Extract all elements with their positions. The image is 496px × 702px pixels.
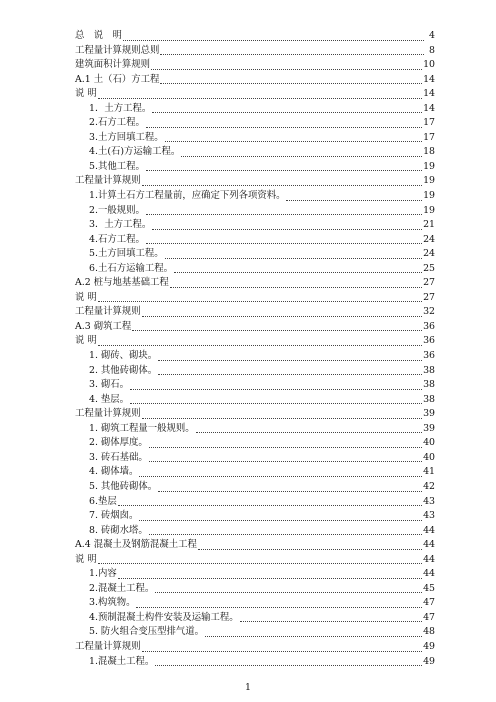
toc-entry[interactable] bbox=[75, 116, 435, 131]
toc-entry[interactable] bbox=[75, 451, 435, 466]
toc-entry-label: 3. 砖石基础。 bbox=[89, 451, 148, 463]
toc-entry[interactable] bbox=[75, 305, 435, 320]
toc-entry-page-number: 41 bbox=[423, 466, 435, 478]
toc-entry-page-number: 17 bbox=[423, 131, 435, 143]
dot-leader bbox=[146, 242, 422, 244]
toc-entry-page-number: 14 bbox=[423, 88, 435, 100]
dot-leader bbox=[142, 650, 422, 652]
toc-entry-page-number: 42 bbox=[423, 480, 435, 492]
dot-leader bbox=[118, 504, 422, 506]
dot-leader bbox=[142, 417, 422, 419]
toc-entry-label: 5.土方回填工程。 bbox=[89, 248, 164, 260]
toc-entry[interactable] bbox=[75, 524, 435, 539]
toc-entry-page-number: 19 bbox=[423, 204, 435, 216]
dot-leader bbox=[174, 271, 422, 273]
toc-entry-label: 工程量计算规则 bbox=[75, 640, 141, 652]
toc-entry-label: 1. 砌筑工程量一般规则。 bbox=[89, 422, 195, 434]
toc-entry-page-number: 8 bbox=[429, 44, 435, 56]
dot-leader bbox=[198, 548, 422, 550]
dot-leader bbox=[205, 635, 422, 637]
toc-entry-label: 8. 砖砌水塔。 bbox=[89, 524, 148, 536]
toc-entry[interactable] bbox=[75, 349, 435, 364]
toc-entry-label: 5. 防火组合变压型排气道。 bbox=[89, 626, 205, 638]
toc-entry[interactable] bbox=[75, 320, 435, 335]
toc-entry[interactable] bbox=[75, 102, 435, 117]
dot-leader bbox=[160, 82, 422, 84]
toc-entry[interactable] bbox=[75, 553, 435, 568]
toc-entry[interactable] bbox=[75, 436, 435, 451]
toc-entry-label: 4. 垫层。 bbox=[89, 393, 130, 405]
toc-entry-label: 6.土石方运输工程。 bbox=[89, 262, 173, 274]
toc-entry[interactable] bbox=[75, 480, 435, 495]
toc-entry[interactable] bbox=[75, 58, 435, 73]
toc-entry[interactable] bbox=[75, 378, 435, 393]
dot-leader bbox=[98, 300, 422, 302]
dot-leader bbox=[158, 490, 422, 492]
toc-entry-label: 3.构筑物。 bbox=[89, 597, 136, 609]
toc-entry-page-number: 4 bbox=[429, 30, 435, 41]
toc-entry[interactable] bbox=[75, 334, 435, 349]
table-of-contents bbox=[75, 29, 435, 669]
dot-leader bbox=[146, 126, 422, 128]
dot-leader bbox=[136, 606, 422, 608]
dot-leader bbox=[155, 591, 422, 593]
toc-entry-page-number: 38 bbox=[423, 393, 435, 405]
toc-entry-page-number: 47 bbox=[423, 611, 435, 623]
toc-entry-page-number: 19 bbox=[423, 190, 435, 202]
toc-entry-label: 工程量计算规则总则 bbox=[75, 44, 160, 56]
toc-entry-label: 7. 砖烟囱。 bbox=[89, 510, 139, 522]
toc-entry-label: 2. 其他砖砌体。 bbox=[89, 364, 158, 376]
toc-entry-label: A.1 土（石）方工程 bbox=[75, 73, 160, 85]
toc-entry-page-number: 39 bbox=[423, 422, 435, 434]
toc-entry-label: 1. 砌砖、砌块。 bbox=[89, 350, 158, 362]
toc-entry-page-number: 36 bbox=[423, 335, 435, 347]
toc-entry-page-number: 39 bbox=[423, 408, 435, 420]
toc-entry[interactable] bbox=[75, 596, 435, 611]
toc-entry-label: 工程量计算规则 bbox=[75, 175, 141, 187]
toc-entry[interactable] bbox=[75, 204, 435, 219]
toc-entry[interactable] bbox=[75, 407, 435, 422]
toc-entry[interactable] bbox=[75, 87, 435, 102]
toc-entry-label: 4.土(石)方运输工程。 bbox=[89, 146, 181, 158]
toc-entry-page-number: 44 bbox=[423, 524, 435, 536]
toc-entry-label: A.2 桩与地基基础工程 bbox=[75, 277, 169, 289]
toc-entry[interactable] bbox=[75, 567, 435, 582]
toc-entry-page-number: 21 bbox=[423, 219, 435, 231]
toc-entry[interactable] bbox=[75, 538, 435, 553]
toc-entry-page-number: 44 bbox=[423, 539, 435, 551]
toc-entry[interactable] bbox=[75, 364, 435, 379]
toc-entry-label: 说 明 bbox=[75, 553, 97, 565]
toc-entry-label: 说 明 bbox=[75, 88, 97, 100]
toc-entry-page-number: 24 bbox=[423, 233, 435, 245]
toc-entry[interactable] bbox=[75, 495, 435, 510]
toc-entry-page-number: 17 bbox=[423, 117, 435, 129]
toc-entry-page-number: 27 bbox=[423, 291, 435, 303]
toc-entry-page-number: 18 bbox=[423, 146, 435, 158]
dot-leader bbox=[165, 140, 422, 142]
toc-entry[interactable] bbox=[75, 189, 435, 204]
dot-leader bbox=[240, 620, 422, 622]
toc-entry-label: 4. 砌体墙。 bbox=[89, 466, 139, 478]
toc-entry[interactable] bbox=[75, 582, 435, 597]
toc-entry-page-number: 43 bbox=[423, 510, 435, 522]
toc-entry-page-number: 27 bbox=[423, 277, 435, 289]
toc-entry[interactable] bbox=[75, 233, 435, 248]
toc-entry[interactable] bbox=[75, 465, 435, 480]
toc-entry[interactable] bbox=[75, 276, 435, 291]
toc-entry[interactable] bbox=[75, 247, 435, 262]
dot-leader bbox=[149, 460, 422, 462]
toc-entry-page-number: 40 bbox=[423, 437, 435, 449]
toc-entry[interactable] bbox=[75, 29, 435, 44]
toc-entry[interactable] bbox=[75, 174, 435, 189]
toc-entry-page-number: 49 bbox=[423, 655, 435, 667]
toc-entry-label: 4.预制混凝土构件安装及运输工程。 bbox=[89, 611, 239, 623]
toc-entry-page-number: 38 bbox=[423, 364, 435, 376]
toc-entry-page-number: 19 bbox=[423, 175, 435, 187]
dot-leader bbox=[152, 111, 422, 113]
toc-entry-label: 2.石方工程。 bbox=[89, 117, 145, 129]
toc-entry[interactable] bbox=[75, 393, 435, 408]
dot-leader bbox=[149, 446, 422, 448]
dot-leader bbox=[146, 169, 422, 171]
toc-entry-page-number: 45 bbox=[423, 582, 435, 594]
toc-entry[interactable] bbox=[75, 509, 435, 524]
toc-entry[interactable] bbox=[75, 422, 435, 437]
toc-entry-label: 2. 砌体厚度。 bbox=[89, 437, 148, 449]
dot-leader bbox=[155, 664, 422, 666]
toc-entry[interactable] bbox=[75, 131, 435, 146]
dot-leader bbox=[160, 53, 424, 55]
toc-entry-label: 工程量计算规则 bbox=[75, 306, 141, 318]
toc-entry-label: A.4 混凝土及钢筋混凝土工程 bbox=[75, 539, 197, 551]
toc-entry-page-number: 36 bbox=[423, 320, 435, 332]
dot-leader bbox=[149, 533, 422, 535]
toc-entry[interactable] bbox=[75, 291, 435, 306]
dot-leader bbox=[123, 39, 424, 41]
toc-entry-page-number: 14 bbox=[423, 102, 435, 114]
toc-entry[interactable] bbox=[75, 611, 435, 626]
dot-leader bbox=[286, 199, 422, 201]
dot-leader bbox=[139, 475, 422, 477]
dot-leader bbox=[130, 388, 422, 390]
toc-entry-page-number: 48 bbox=[423, 626, 435, 638]
dot-leader bbox=[146, 213, 422, 215]
dot-leader bbox=[130, 402, 422, 404]
toc-entry-label: 3．土方工程。 bbox=[89, 219, 152, 231]
toc-entry[interactable] bbox=[75, 160, 435, 175]
toc-entry-label: 说 明 bbox=[75, 291, 97, 303]
dot-leader bbox=[142, 315, 422, 317]
toc-entry-page-number: 19 bbox=[423, 160, 435, 172]
toc-entry-label: 说 明 bbox=[75, 335, 97, 347]
dot-leader bbox=[118, 577, 422, 579]
toc-entry-page-number: 47 bbox=[423, 597, 435, 609]
toc-entry[interactable] bbox=[75, 655, 435, 670]
toc-entry-label: 3. 砌石。 bbox=[89, 379, 130, 391]
dot-leader bbox=[98, 562, 422, 564]
dot-leader bbox=[98, 97, 422, 99]
toc-entry-page-number: 49 bbox=[423, 640, 435, 652]
dot-leader bbox=[142, 184, 422, 186]
dot-leader bbox=[170, 286, 422, 288]
dot-leader bbox=[132, 329, 422, 331]
dot-leader bbox=[152, 228, 422, 230]
toc-entry-page-number: 10 bbox=[423, 59, 435, 71]
dot-leader bbox=[98, 344, 422, 346]
toc-entry-label: 1.计算土石方工程量前，应确定下列各项资料。 bbox=[89, 190, 286, 202]
toc-entry-label: 5.其他工程。 bbox=[89, 160, 145, 172]
toc-entry-page-number: 36 bbox=[423, 350, 435, 362]
toc-entry[interactable] bbox=[75, 44, 435, 59]
page-number: 1 bbox=[245, 682, 251, 693]
toc-entry[interactable] bbox=[75, 145, 435, 160]
toc-entry-page-number: 44 bbox=[423, 568, 435, 580]
toc-entry-label: 3.土方回填工程。 bbox=[89, 131, 164, 143]
toc-entry-page-number: 14 bbox=[423, 73, 435, 85]
dot-leader bbox=[158, 359, 422, 361]
dot-leader bbox=[165, 257, 422, 259]
toc-entry-label: 1.内容 bbox=[89, 568, 117, 580]
toc-entry-label: 4.石方工程。 bbox=[89, 233, 145, 245]
toc-entry[interactable] bbox=[75, 218, 435, 233]
toc-entry-label: 工程量计算规则 bbox=[75, 408, 141, 420]
dot-leader bbox=[139, 519, 422, 521]
toc-entry-label: 总 说 明 bbox=[75, 30, 122, 41]
dot-leader bbox=[158, 373, 422, 375]
toc-entry-label: 2.混凝土工程。 bbox=[89, 582, 155, 594]
dot-leader bbox=[196, 431, 422, 433]
toc-entry-label: 1．土方工程。 bbox=[89, 102, 152, 114]
toc-entry-page-number: 25 bbox=[423, 262, 435, 274]
toc-entry[interactable] bbox=[75, 625, 435, 640]
toc-entry-label: 6.垫层 bbox=[89, 495, 117, 507]
toc-entry-label: 建筑面积计算规则 bbox=[75, 59, 151, 71]
toc-entry-label: 2.一般规则。 bbox=[89, 204, 145, 216]
toc-entry-label: A.3 砌筑工程 bbox=[75, 320, 132, 332]
toc-entry-page-number: 24 bbox=[423, 248, 435, 260]
toc-entry[interactable] bbox=[75, 73, 435, 88]
toc-entry[interactable] bbox=[75, 640, 435, 655]
dot-leader bbox=[151, 68, 422, 70]
toc-entry-page-number: 43 bbox=[423, 495, 435, 507]
dot-leader bbox=[181, 155, 422, 157]
toc-entry-page-number: 32 bbox=[423, 306, 435, 318]
toc-entry-page-number: 38 bbox=[423, 379, 435, 391]
toc-entry-page-number: 40 bbox=[423, 451, 435, 463]
toc-entry-label: 5. 其他砖砌体。 bbox=[89, 480, 158, 492]
toc-entry-page-number: 44 bbox=[423, 553, 435, 565]
toc-entry[interactable] bbox=[75, 262, 435, 277]
toc-entry-label: 1.混凝土工程。 bbox=[89, 655, 155, 667]
